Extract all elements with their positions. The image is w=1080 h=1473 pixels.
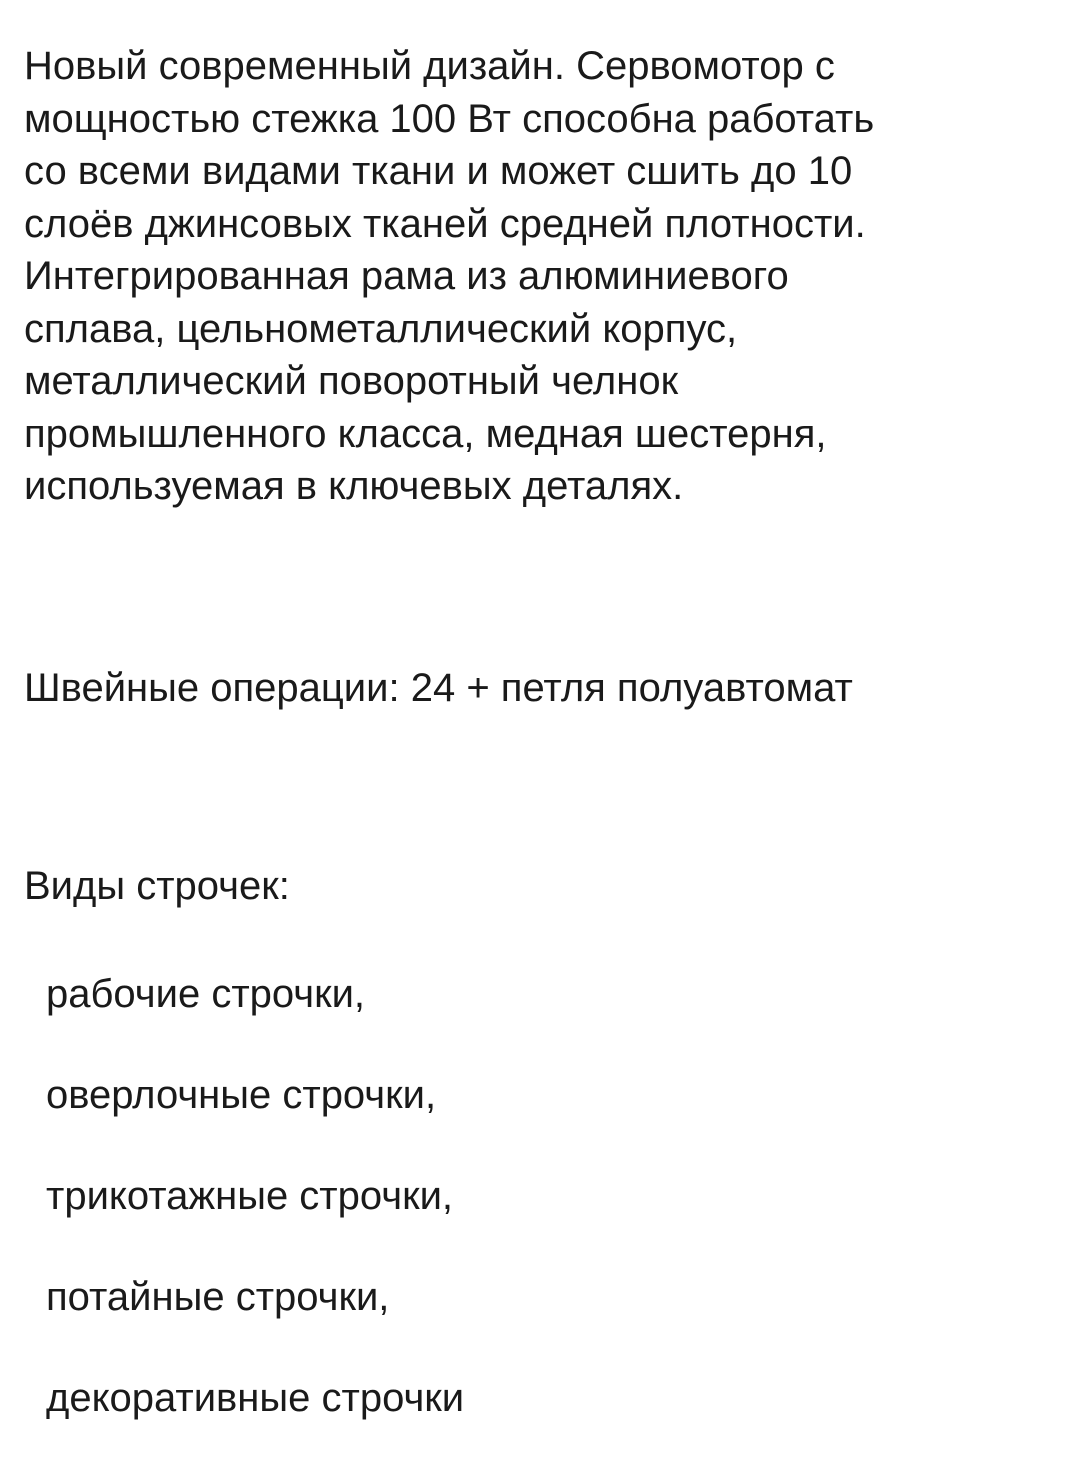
description-line: промышленного класса, медная шестерня, — [24, 411, 827, 456]
description-line: используемая в ключевых деталях. — [24, 464, 684, 508]
list-item: трикотажные строчки, — [46, 1174, 454, 1218]
description-line: Новый современный дизайн. Сервомотор с — [24, 44, 835, 88]
document-body — [24, 40, 1044, 1420]
description-paragraph — [24, 40, 1044, 513]
list-item: декоративные строчки — [46, 1376, 465, 1420]
stitch-types-list — [46, 968, 464, 1473]
description-line: сплава, цельнометаллический корпус, — [24, 306, 738, 351]
stitch-types-heading: Виды строчек: — [24, 864, 290, 908]
description-line: Интегрированная рама из алюминиевого — [24, 254, 789, 298]
description-line: слоёв джинсовых тканей средней плотности. — [24, 201, 866, 246]
list-item: рабочие строчки, — [46, 972, 366, 1016]
description-line: металлический поворотный челнок — [24, 359, 679, 403]
description-line: мощностью стежка 100 Вт способна работать — [24, 96, 875, 141]
list-item: оверлочные строчки, — [46, 1073, 437, 1117]
list-item: потайные строчки, — [46, 1275, 390, 1319]
description-line: со всеми видами ткани и может сшить до 10 — [24, 149, 853, 193]
sewing-operations-text: Швейные операции: 24 + петля полуавтомат — [24, 666, 853, 710]
